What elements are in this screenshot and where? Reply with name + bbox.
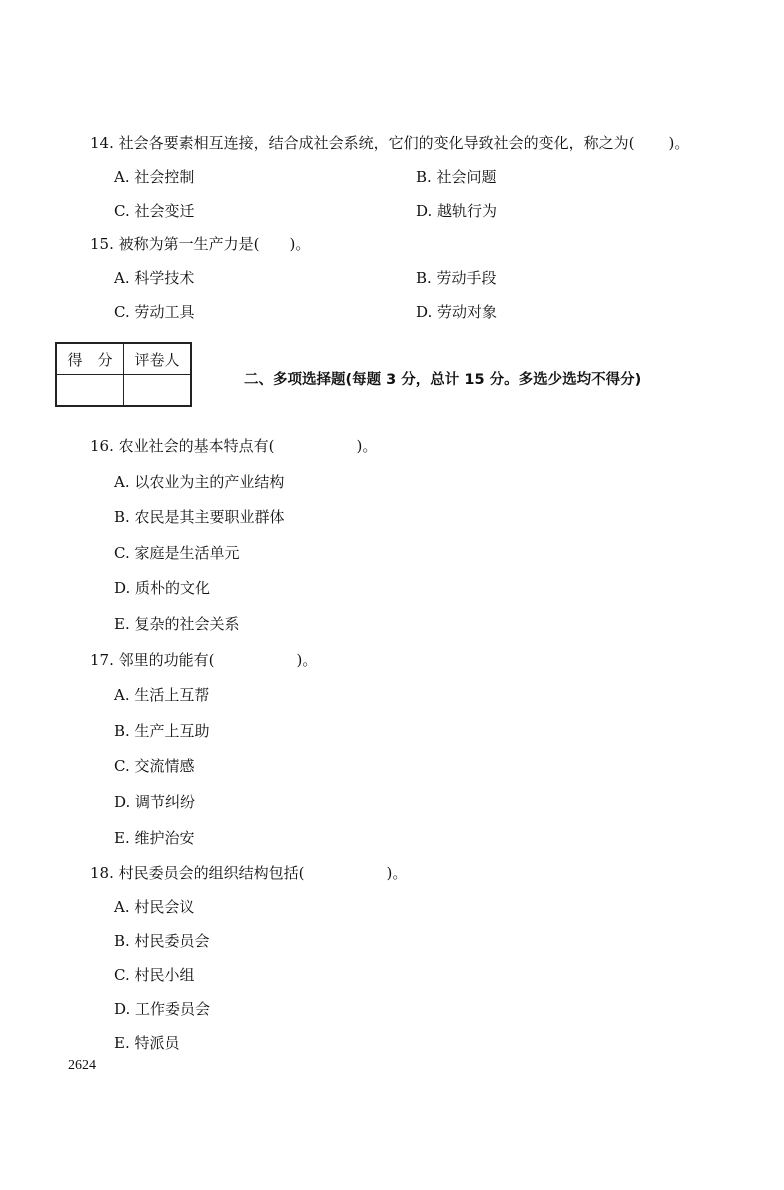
question-close: )。 — [296, 651, 318, 669]
option-16-b[interactable]: B. 农民是其主要职业群体 — [114, 508, 285, 526]
option-14-c[interactable]: C. 社会变迁 — [114, 202, 195, 220]
question-close: )。 — [386, 864, 408, 882]
option-15-c[interactable]: C. 劳动工具 — [114, 303, 195, 321]
option-17-b[interactable]: B. 生产上互助 — [114, 722, 210, 740]
option-16-e[interactable]: E. 复杂的社会关系 — [114, 615, 240, 633]
question-14-stem — [90, 132, 689, 153]
option-18-b[interactable]: B. 村民委员会 — [114, 932, 210, 950]
question-text: 邻里的功能有( — [118, 651, 215, 669]
question-text: 被称为第一生产力是( — [118, 235, 260, 253]
option-17-a[interactable]: A. 生活上互帮 — [114, 686, 210, 704]
question-number: 17. — [90, 651, 114, 669]
question-16-stem — [90, 435, 377, 456]
score-cell[interactable] — [56, 375, 124, 407]
option-18-e[interactable]: E. 特派员 — [114, 1034, 180, 1052]
question-17-stem — [90, 649, 317, 670]
question-text: 村民委员会的组织结构包括( — [118, 864, 305, 882]
grader-label: 评卷人 — [124, 343, 192, 375]
grader-cell[interactable] — [124, 375, 192, 407]
question-number: 18. — [90, 864, 114, 882]
option-18-c[interactable]: C. 村民小组 — [114, 966, 195, 984]
option-15-b[interactable]: B. 劳动手段 — [416, 269, 497, 287]
score-label: 得 分 — [56, 343, 124, 375]
page-number: 2624 — [68, 1058, 96, 1073]
option-18-a[interactable]: A. 村民会议 — [114, 898, 195, 916]
question-18-stem — [90, 862, 407, 883]
option-14-b[interactable]: B. 社会问题 — [416, 168, 497, 186]
question-15-stem — [90, 233, 310, 254]
question-text: 农业社会的基本特点有( — [118, 437, 275, 455]
option-17-d[interactable]: D. 调节纠纷 — [114, 793, 196, 811]
section-title: 二、多项选择题(每题 3 分，总计 15 分。多选少选均不得分) — [244, 372, 642, 388]
option-15-a[interactable]: A. 科学技术 — [114, 269, 195, 287]
option-16-a[interactable]: A. 以农业为主的产业结构 — [114, 473, 285, 491]
question-number: 14. — [90, 134, 114, 152]
option-18-d[interactable]: D. 工作委员会 — [114, 1000, 211, 1018]
question-close: )。 — [356, 437, 378, 455]
option-17-e[interactable]: E. 维护治安 — [114, 829, 195, 847]
question-text: 社会各要素相互连接，结合成社会系统，它们的变化导致社会的变化，称之为( — [118, 134, 635, 152]
option-15-d[interactable]: D. 劳动对象 — [416, 303, 498, 321]
score-table — [55, 342, 192, 407]
question-close: )。 — [668, 134, 690, 152]
option-17-c[interactable]: C. 交流情感 — [114, 757, 195, 775]
question-number: 16. — [90, 437, 114, 455]
option-14-d[interactable]: D. 越轨行为 — [416, 202, 498, 220]
option-16-c[interactable]: C. 家庭是生活单元 — [114, 544, 240, 562]
question-number: 15. — [90, 235, 114, 253]
option-16-d[interactable]: D. 质朴的文化 — [114, 579, 211, 597]
option-14-a[interactable]: A. 社会控制 — [114, 168, 195, 186]
question-close: )。 — [289, 235, 311, 253]
